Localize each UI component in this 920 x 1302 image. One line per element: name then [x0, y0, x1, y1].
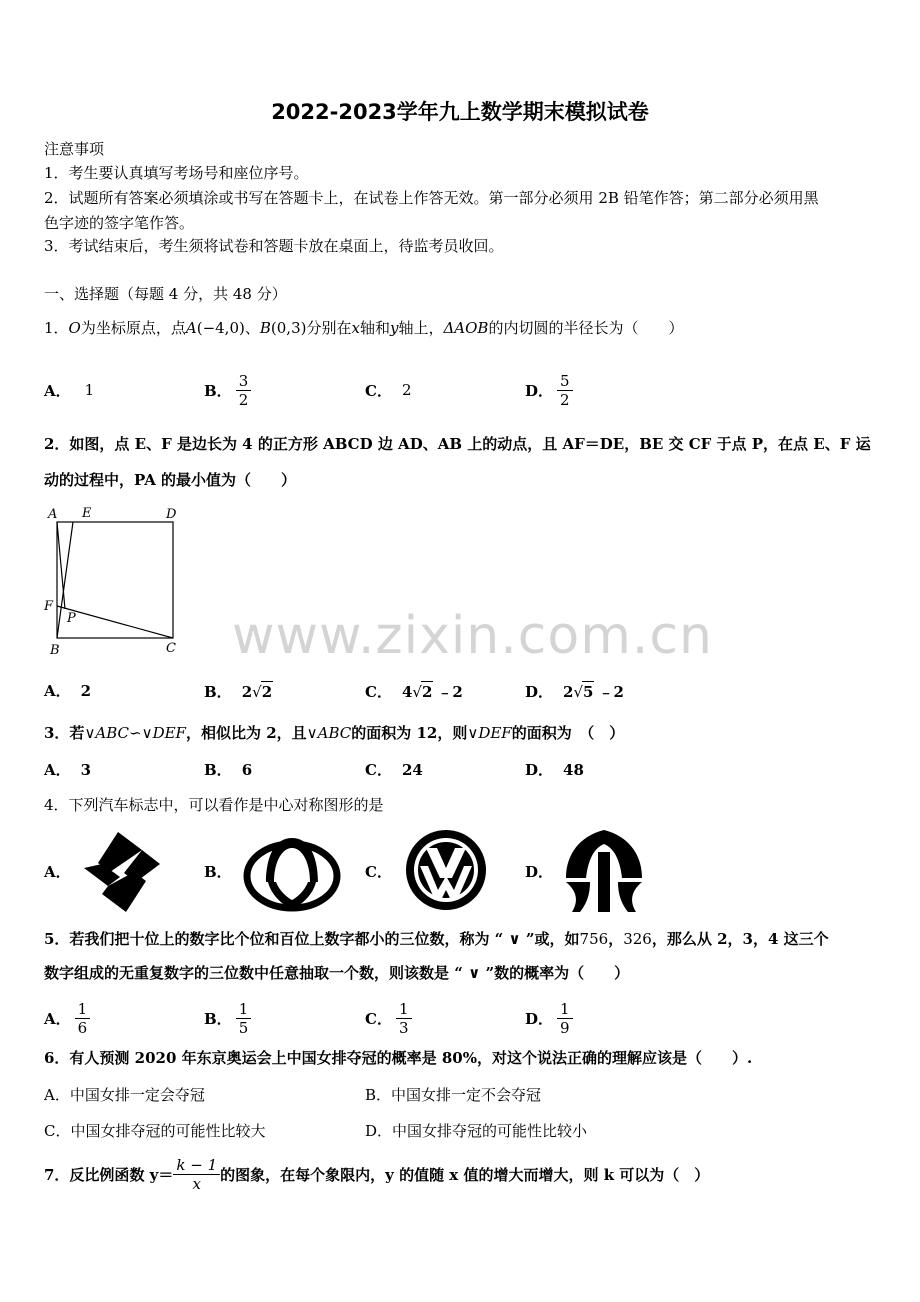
q3-option-b[interactable]: B． 6: [204, 761, 253, 779]
q5-option-b[interactable]: B． $\frac{1}{5}$: [204, 988, 251, 1048]
q5-option-d[interactable]: D． $\frac{1}{9}$: [525, 988, 573, 1048]
notice-item-3: 3．考试结束后，考生须将试卷和答题卡放在桌面上，待监考员收回。: [44, 237, 504, 255]
fraction: $\frac{3}{2}$: [236, 372, 252, 409]
suzuki-logo-icon[interactable]: [80, 830, 164, 914]
square-figure: [40, 500, 190, 660]
fraction: $\frac{1}{3}$: [396, 1000, 412, 1037]
q3-option-d[interactable]: D． 48: [525, 761, 584, 779]
q6-option-b[interactable]: B．中国女排一定不会夺冠: [365, 1086, 542, 1104]
fraction: $\frac{1}{6}$: [75, 1000, 91, 1037]
label-f: F: [44, 599, 54, 614]
question-7: 7．反比例函数 y＝ $\frac{k - 1}{x}$ 的图象，在每个象限内，y 的值随 x 值的增大而增大，则 k 可以为（ ）: [44, 1155, 710, 1193]
q2-option-d[interactable]: D． 2√5 ﹣2: [525, 683, 624, 701]
exam-title: 2022-2023学年九上数学期末模拟试卷: [271, 100, 649, 124]
question-2-line-1: 2．如图，点 E、F 是边长为 4 的正方形 ABCD 边 AD、AB 上的动点，且 AF＝DE，BE 交 CF 于点 P，在点 E、F 运: [44, 435, 871, 453]
q4-option-d-label[interactable]: D．: [525, 863, 554, 881]
notice-item-1: 1．考生要认真填写考场号和座位序号。: [44, 164, 309, 182]
q4-option-b-label[interactable]: B．: [204, 863, 232, 881]
fraction: $\frac{1}{5}$: [236, 1000, 252, 1037]
line-pa: [57, 522, 65, 609]
label-d: D: [166, 507, 177, 522]
q5-option-c[interactable]: C． $\frac{1}{3}$: [365, 988, 412, 1048]
question-5-line-1: 5．若我们把十位上的数字比个位和百位上数字都小的三位数，称为 “ ∨ ”或，如756，326，那么从 2，3，4 这三个: [44, 930, 829, 948]
fraction: $\frac{k - 1}{x}$: [173, 1156, 220, 1193]
question-6: 6．有人预测 2020 年东京奥运会上中国女排夺冠的概率是 80%，对这个说法正确的理解应该是（ ）.: [44, 1049, 753, 1067]
q1-option-b[interactable]: B． $\frac{3}{2}$: [204, 360, 251, 420]
notice-item-2: 2．试题所有答案必须填涂或书写在答题卡上，在试卷上作答无效。第一部分必须用 2B 铅笔作答；第二部分必须用黑: [44, 189, 819, 207]
q1-option-c[interactable]: C． 2: [365, 381, 412, 400]
question-2-line-2: 动的过程中，PA 的最小值为（ ）: [44, 471, 297, 489]
question-4: 4．下列汽车标志中，可以看作是中心对称图形的是: [44, 796, 384, 814]
q4-option-a-label[interactable]: A．: [44, 863, 71, 881]
volkswagen-logo-icon[interactable]: [402, 826, 490, 914]
watermark: www.zixin.com.cn: [232, 606, 713, 666]
toyota-style-logo-icon[interactable]: [242, 832, 342, 914]
label-e: E: [82, 506, 92, 521]
q2-option-b[interactable]: B． 2√2: [204, 683, 273, 701]
notice-item-2-cont: 色字迹的签字笔作答。: [44, 214, 195, 232]
question-3: 3．若∨ABC∽∨DEF，相似比为 2，且∨ABC的面积为 12，则∨DEF的面积为 （ ）: [44, 724, 625, 742]
q5-option-a[interactable]: A． $\frac{1}{6}$: [44, 988, 90, 1048]
q6-option-c[interactable]: C．中国女排夺冠的可能性比较大: [44, 1122, 266, 1140]
question-1: 1．O为坐标原点，点A(−4,0)、B(0,3)分别在x轴和y轴上，ΔAOB的内切圆的半径长为（ ）: [44, 319, 684, 337]
q4-option-c-label[interactable]: C．: [365, 863, 392, 881]
label-c: C: [166, 641, 176, 656]
chery-style-logo-icon[interactable]: [560, 826, 648, 914]
question-5-line-2: 数字组成的无重复数字的三位数中任意抽取一个数，则该数是 “ ∨ ”数的概率为（ ）: [44, 964, 630, 982]
label-a: A: [48, 507, 58, 522]
label-b: B: [50, 643, 60, 658]
q1-option-a[interactable]: A． 1: [44, 381, 95, 400]
q3-option-c[interactable]: C． 24: [365, 761, 423, 779]
q3-option-a[interactable]: A． 3: [44, 761, 92, 779]
fraction: $\frac{1}{9}$: [557, 1000, 573, 1037]
q1-option-d[interactable]: D． $\frac{5}{2}$: [525, 360, 573, 420]
q6-option-a[interactable]: A．中国女排一定会夺冠: [44, 1086, 205, 1104]
fraction: $\frac{5}{2}$: [557, 372, 573, 409]
q2-option-c[interactable]: C． 4√2 ﹣2: [365, 683, 463, 701]
section-heading: 一、选择题（每题 4 分，共 48 分）: [44, 285, 287, 303]
q2-option-a[interactable]: A． 2: [44, 682, 92, 700]
notice-heading: 注意事项: [44, 140, 105, 158]
label-p: P: [67, 611, 76, 626]
q6-option-d[interactable]: D．中国女排夺冠的可能性比较小: [365, 1122, 588, 1140]
